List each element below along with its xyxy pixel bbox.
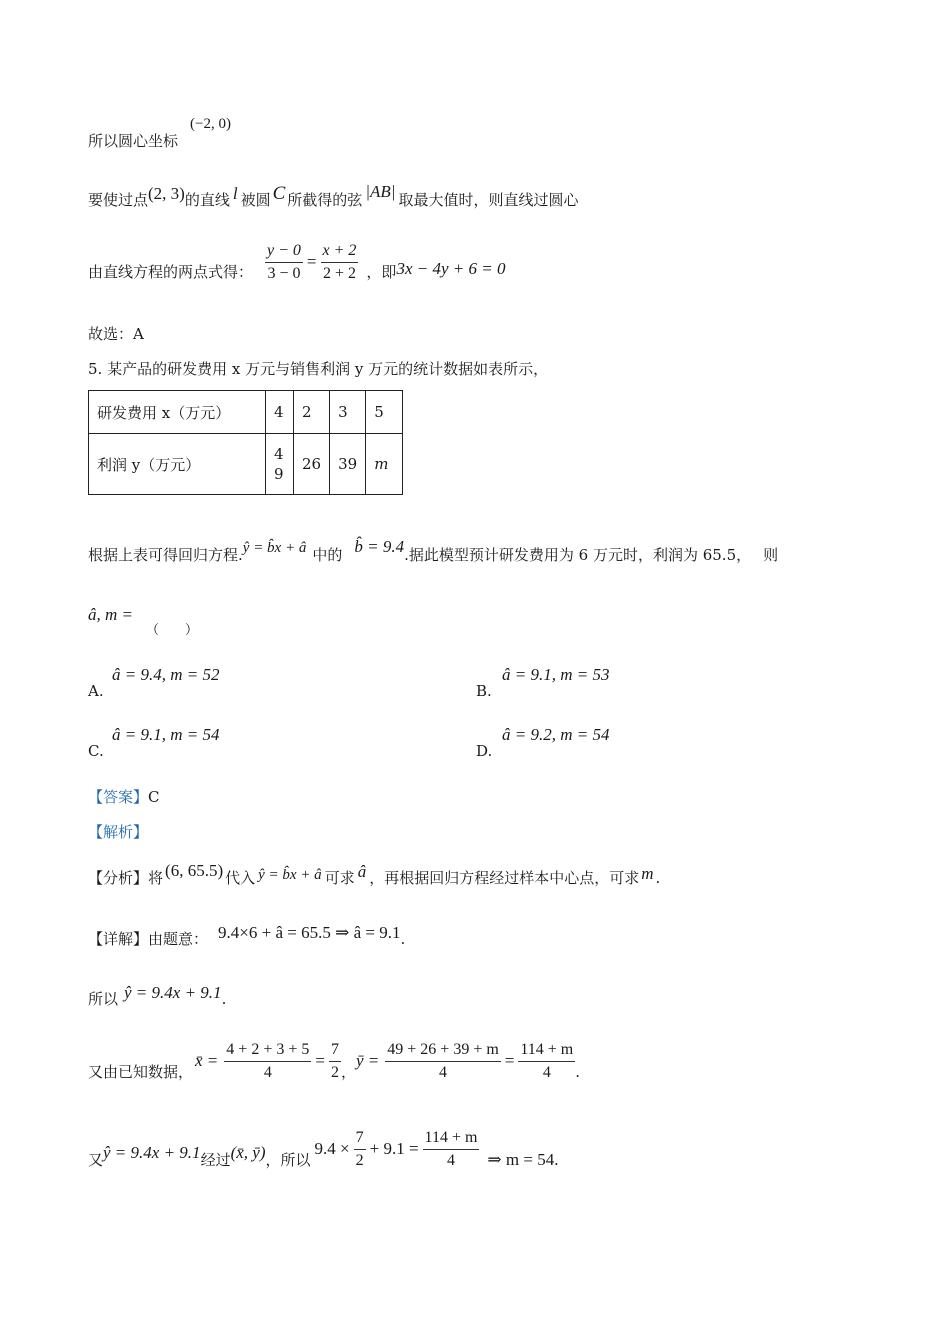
- cell: m: [366, 434, 403, 495]
- comma: ，: [340, 1063, 356, 1081]
- x-bar: x̄ =: [195, 1051, 219, 1070]
- cell: 4: [266, 391, 294, 434]
- choose-a: 故选：A: [88, 325, 144, 343]
- numerator: 49 + 26 + 39 + m: [385, 1040, 501, 1062]
- text: 被圆: [240, 191, 271, 209]
- result: ⇒ m = 54.: [487, 1150, 559, 1169]
- numerator: 114 + m: [518, 1040, 575, 1062]
- equals: =: [504, 1051, 515, 1070]
- table-row: [89, 391, 403, 434]
- fraction: [354, 1128, 366, 1171]
- denominator: 4: [542, 1063, 551, 1081]
- denominator: 2 + 2: [322, 264, 356, 282]
- text: 代入: [225, 869, 256, 887]
- text: .: [221, 990, 227, 1008]
- cell: 4 9: [266, 434, 294, 495]
- text: .: [655, 869, 661, 887]
- text: 中的: [312, 546, 343, 564]
- text: 又: [88, 1151, 104, 1169]
- text: 将: [148, 869, 164, 887]
- text: ，即: [366, 263, 397, 281]
- fraction: [423, 1128, 480, 1171]
- option-d[interactable]: â = 9.2, m = 54: [502, 725, 610, 744]
- cell: 26: [294, 434, 330, 495]
- fraction: [265, 241, 303, 284]
- center-coord: (−2, 0): [190, 116, 231, 132]
- denominator: 4: [439, 1063, 448, 1081]
- fraction: [518, 1040, 575, 1083]
- answer: [88, 786, 160, 808]
- denominator: 2: [355, 1151, 364, 1169]
- data-table: [88, 390, 403, 495]
- denominator: 3 − 0: [267, 264, 301, 282]
- text: 经过: [200, 1151, 231, 1169]
- var-c: C: [272, 183, 286, 204]
- line-regression: [88, 537, 779, 567]
- cell: 2: [294, 391, 330, 434]
- numerator: 4 + 2 + 3 + 5: [224, 1040, 311, 1062]
- text: 要使过点: [88, 191, 149, 209]
- numerator: 7: [329, 1040, 341, 1062]
- option-a-label[interactable]: A.: [88, 682, 104, 700]
- text: 由直线方程的两点式得：: [88, 263, 254, 281]
- mid: + 9.1 =: [369, 1139, 419, 1158]
- analysis-tag: 【解析】: [88, 823, 149, 841]
- text: ，再根据回归方程经过样本中心点，可求: [369, 869, 640, 887]
- denominator: 4: [446, 1151, 455, 1169]
- xiangjie-tag: 【详解】: [88, 930, 149, 948]
- cell: 利润 y（万元）: [89, 434, 266, 495]
- text: 由题意：: [148, 930, 209, 948]
- cell: 研发费用 x（万元）: [89, 391, 266, 434]
- line-max-chord: [88, 182, 579, 211]
- fraction: [385, 1040, 501, 1083]
- fraction: [329, 1040, 341, 1083]
- var-m: m: [641, 864, 654, 883]
- numerator: x + 2: [321, 241, 359, 263]
- y-bar: ȳ =: [355, 1051, 380, 1070]
- denominator: 4: [263, 1063, 272, 1081]
- text: 则: [763, 546, 779, 564]
- text: 可求: [324, 869, 355, 887]
- numerator: 114 + m: [423, 1128, 480, 1150]
- fenxi-tag: 【分析】: [88, 869, 149, 887]
- option-c-label[interactable]: C.: [88, 742, 104, 760]
- text: .: [575, 1063, 581, 1081]
- cell: 3: [330, 391, 366, 434]
- denominator: 2: [330, 1063, 339, 1081]
- point: (2, 3): [148, 184, 185, 203]
- text: 又由已知数据，: [88, 1063, 194, 1081]
- text: 取最大值时，则直线过圆心: [398, 191, 579, 209]
- regression-result: ŷ = 9.4x + 9.1: [103, 1143, 201, 1162]
- text: .据此模型预计研发费用为 6 万元时，利润为 65.5，: [404, 546, 752, 564]
- line-xiangjie: [88, 923, 406, 950]
- text: 所以: [88, 990, 119, 1008]
- regression-result: ŷ = 9.4x + 9.1: [124, 983, 222, 1002]
- regression-eq: ŷ = b̂x + â: [242, 540, 307, 556]
- regression-eq: ŷ = b̂x + â: [258, 867, 322, 883]
- equals: =: [315, 1051, 325, 1070]
- point: (6, 65.5): [165, 861, 224, 880]
- question-5: 5. 某产品的研发费用 x 万元与销售利润 y 万元的统计数据如表所示，: [88, 360, 549, 378]
- answer-value: C: [148, 788, 160, 806]
- text: 所以圆心坐标: [88, 132, 179, 150]
- lhs: 9.4 ×: [314, 1139, 350, 1158]
- cell: 39: [330, 434, 366, 495]
- numerator: 7: [354, 1128, 366, 1150]
- equals: =: [306, 252, 317, 271]
- line-ask: [88, 604, 133, 626]
- text: 的直线: [184, 191, 230, 209]
- text: 所截得的弦: [287, 191, 363, 209]
- sample-center: (x̄, ȳ): [230, 1143, 266, 1162]
- text: ，所以: [265, 1151, 311, 1169]
- line-equation: 3x − 4y + 6 = 0: [396, 259, 506, 278]
- option-b[interactable]: â = 9.1, m = 53: [502, 665, 610, 684]
- line-center-coord: [88, 130, 178, 152]
- text: 根据上表可得回归方程.: [88, 546, 243, 564]
- solve-a: 9.4×6 + â = 65.5 ⇒ â = 9.1: [218, 923, 401, 942]
- text: .: [400, 930, 406, 948]
- table-row: [89, 434, 403, 495]
- option-d-label[interactable]: D.: [476, 742, 493, 760]
- fraction: [224, 1040, 311, 1083]
- var-l: l: [232, 184, 238, 203]
- line-suoyi: [88, 983, 227, 1010]
- fraction: [321, 241, 359, 284]
- answer-tag: 【答案】: [88, 788, 149, 806]
- line-two-point: [88, 236, 505, 288]
- a-m-eq: â, m =: [88, 605, 133, 624]
- option-c[interactable]: â = 9.1, m = 54: [112, 725, 220, 744]
- chord-ab: |AB|: [365, 182, 396, 201]
- blank-paren: （ ）: [146, 623, 199, 638]
- a-hat: â: [357, 862, 367, 881]
- line-means: [88, 1036, 580, 1086]
- cell: 5: [366, 391, 403, 434]
- option-a[interactable]: â = 9.4, m = 52: [112, 665, 220, 684]
- numerator: y − 0: [265, 241, 303, 263]
- b-hat: b̂ = 9.4: [354, 537, 405, 556]
- option-b-label[interactable]: B.: [476, 682, 492, 700]
- line-fenxi: [88, 861, 661, 890]
- line-final: [88, 1124, 558, 1174]
